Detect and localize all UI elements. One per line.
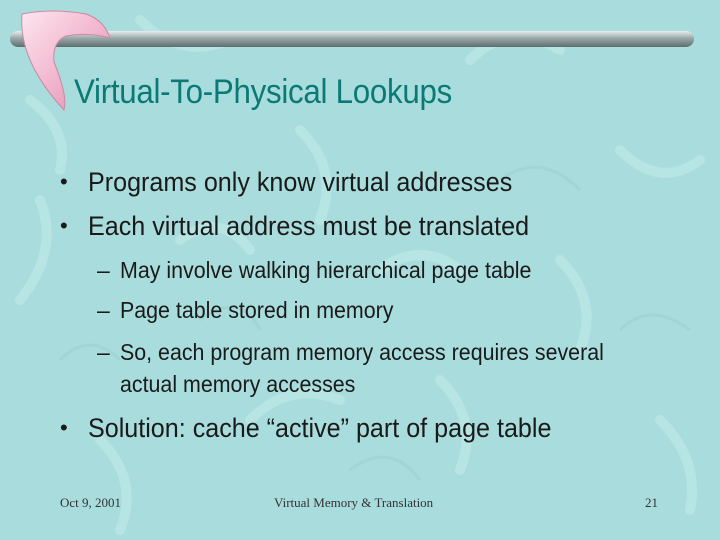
sub-bullet-marker: – — [97, 257, 110, 283]
footer-date: Oct 9, 2001 — [60, 495, 122, 510]
slide-title: Virtual-To-Physical Lookups — [74, 73, 452, 111]
bullet-text: Each virtual address must be translated — [88, 211, 530, 241]
footer-title: Virtual Memory & Translation — [274, 495, 434, 510]
sub-bullet-text: Page table stored in memory — [120, 297, 394, 323]
bullet-marker: • — [60, 169, 68, 194]
sub-bullet-marker: – — [97, 339, 110, 365]
bullet-marker: • — [60, 213, 68, 238]
sub-bullet-marker: – — [97, 297, 110, 323]
slide-number: 21 — [645, 495, 658, 510]
sub-bullet-text: May involve walking hierarchical page table — [120, 257, 532, 283]
bullet-marker: • — [60, 415, 68, 440]
bullet-text: Solution: cache “active” part of page table — [88, 413, 552, 443]
sub-bullet-text: So, each program memory access requires several — [120, 339, 604, 365]
bullet-text: Programs only know virtual addresses — [88, 167, 513, 197]
sub-bullet-text-continued: actual memory accesses — [120, 371, 356, 397]
